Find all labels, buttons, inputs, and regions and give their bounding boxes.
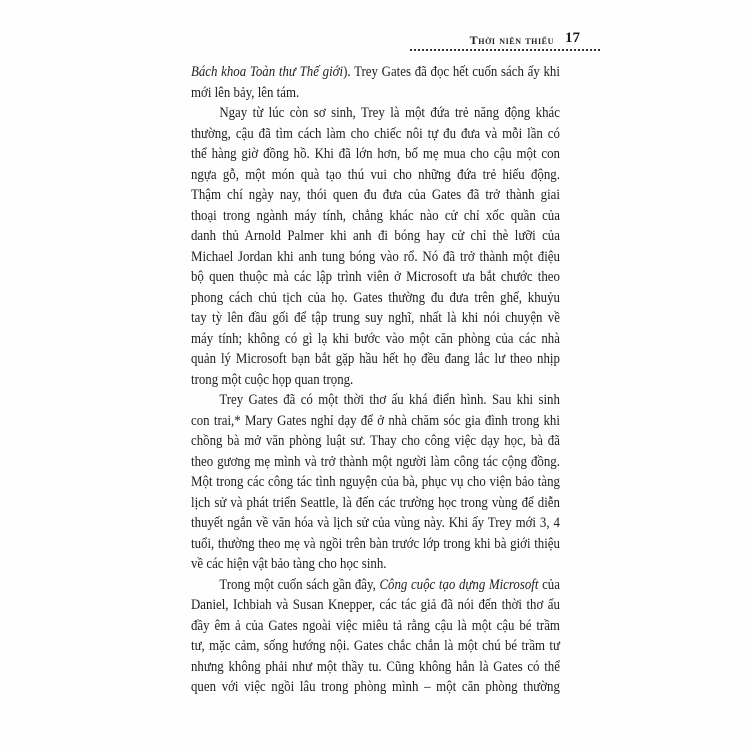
text-line xyxy=(191,83,560,104)
text-segment: phong cách chủ tịch của họ. Gates thường đu đưa trên ghế, khuỷu xyxy=(191,289,560,306)
text-line xyxy=(191,657,560,678)
italic-title-text: Bách khoa Toàn thư Thế giới xyxy=(191,64,344,80)
text-line xyxy=(191,513,560,534)
text-segment: về các hiện vật bảo tàng cho học sinh. xyxy=(191,556,387,572)
text-line xyxy=(191,329,560,350)
paragraph xyxy=(191,103,560,390)
text-line xyxy=(191,144,560,165)
text-segment: chồng bà mở văn phòng luật sư. Thay cho công việc dạy học, bà đã xyxy=(191,433,560,449)
text-line xyxy=(191,226,560,247)
text-line xyxy=(191,247,560,268)
text-segment: Ngay từ lúc còn sơ sinh, Trey là một đứa trẻ năng động khác xyxy=(219,105,560,121)
text-segment: tay tỳ lên đầu gối để tập trung suy nghĩ, nhất là khi nói chuyện về xyxy=(191,310,560,326)
text-segment: quen với việc ngồi lâu trong phòng mình – một căn phòng thường xyxy=(191,679,560,695)
text-line xyxy=(191,267,560,288)
text-line xyxy=(191,616,560,637)
text-line xyxy=(191,452,560,473)
text-line xyxy=(191,493,560,514)
text-line xyxy=(191,62,560,83)
text-line xyxy=(191,472,560,493)
text-line xyxy=(191,554,560,575)
text-segment: mới lên bảy, lên tám. xyxy=(191,84,300,101)
text-segment: thuyết ngắn về văn hóa và lịch sử của vùng này. Khi ấy Trey mới 3, 4 xyxy=(191,515,560,531)
text-line xyxy=(191,349,560,370)
page-number: 17 xyxy=(565,30,580,46)
text-line xyxy=(191,103,560,124)
text-line xyxy=(191,431,560,452)
text-line xyxy=(191,595,560,616)
text-segment: Trong một cuốn sách gần đây, xyxy=(219,576,380,593)
paragraph xyxy=(191,390,560,575)
header-dotted-rule xyxy=(410,49,600,51)
text-line xyxy=(191,165,560,186)
text-segment: thể hàng giờ đồng hồ. Khi đã lớn hơn, bố mẹ mua cho cậu một con xyxy=(191,146,560,162)
paragraph xyxy=(191,575,560,698)
text-line xyxy=(191,185,560,206)
text-segment: thoại trong ngành máy tính, chẳng khác nào cử chỉ xốc quần của xyxy=(191,207,560,224)
text-segment: Michael Jordan khi anh tung bóng vào rổ. Nó đã trở thành một điệu xyxy=(191,248,560,265)
text-segment: máy tính; không có gì lạ khi bước vào một căn phòng của các nhà xyxy=(191,330,560,347)
text-segment: ngựa gỗ, một món quà tạo thú vui cho những đứa trẻ hiếu động. xyxy=(191,166,560,183)
text-segment: của xyxy=(538,576,560,593)
text-segment: quản lý Microsoft bạn bắt gặp hầu hết họ đều đang lắc lư theo nhịp xyxy=(191,351,560,367)
italic-title-text: Công cuộc tạo dựng Microsoft xyxy=(379,576,539,593)
text-segment: trong một cuộc họp quan trọng. xyxy=(191,371,354,388)
text-line xyxy=(191,575,560,596)
text-segment: ). Trey Gates đã đọc hết cuốn sách ấy khi xyxy=(343,64,560,80)
text-line xyxy=(191,677,560,698)
text-line xyxy=(191,534,560,555)
text-segment: Trey Gates đã có một thời thơ ấu khá điển hình. Sau khi sinh xyxy=(219,392,560,408)
text-line xyxy=(191,636,560,657)
text-segment: tư, mặc cảm, sống hướng nội. Gates chắc chắn là một chú bé trầm tư xyxy=(191,638,560,654)
text-segment: Một trong các công tác tình nguyện của bà, phục vụ cho viện bảo tàng xyxy=(191,474,560,490)
text-line xyxy=(191,124,560,145)
text-line xyxy=(191,390,560,411)
text-segment: Thậm chí ngày nay, thói quen đu đưa của Gates đã trở thành giai xyxy=(191,187,560,203)
text-segment: bộ quen thuộc mà các lập trình viên ở Microsoft ưa bắt chước theo xyxy=(191,269,560,285)
text-segment: theo gương mẹ mình và trở thành một người làm công tác cộng đồng. xyxy=(191,453,560,470)
text-segment: con trai,* Mary Gates nghỉ dạy để ở nhà chăm sóc gia đình trong khi xyxy=(191,412,560,429)
text-segment: lịch sử và phát triển Seattle, là đến các trường học trong vùng để diễn xyxy=(191,494,560,511)
body-text xyxy=(191,62,560,698)
text-segment: tuổi, thường theo mẹ và ngồi trên bàn trước lớp trong khi bà giới thiệu xyxy=(191,535,560,552)
chapter-title: Thời niên thiếu xyxy=(469,33,554,47)
running-header xyxy=(410,30,600,50)
text-segment: đầy êm ả của Gates ngoài việc miêu tả rằng cậu là một cậu bé trầm xyxy=(191,617,560,634)
text-line xyxy=(191,370,560,391)
text-line xyxy=(191,288,560,309)
text-segment: Daniel, Ichbiah và Susan Knepper, các tác giả đã nói đến thời thơ ấu xyxy=(191,597,560,613)
text-segment: nhưng không phải như một thầy tu. Cũng không hẳn là Gates có thể xyxy=(191,658,560,675)
text-line xyxy=(191,411,560,432)
text-segment: thường, cậu đã tìm cách làm cho chiếc nôi tự đu đưa và mỗi lần có xyxy=(191,125,560,142)
text-line xyxy=(191,206,560,227)
text-line xyxy=(191,308,560,329)
text-segment: danh thủ Arnold Palmer khi anh đi bóng hay cử chỉ thè lưỡi của xyxy=(191,228,560,244)
paragraph xyxy=(191,62,560,103)
